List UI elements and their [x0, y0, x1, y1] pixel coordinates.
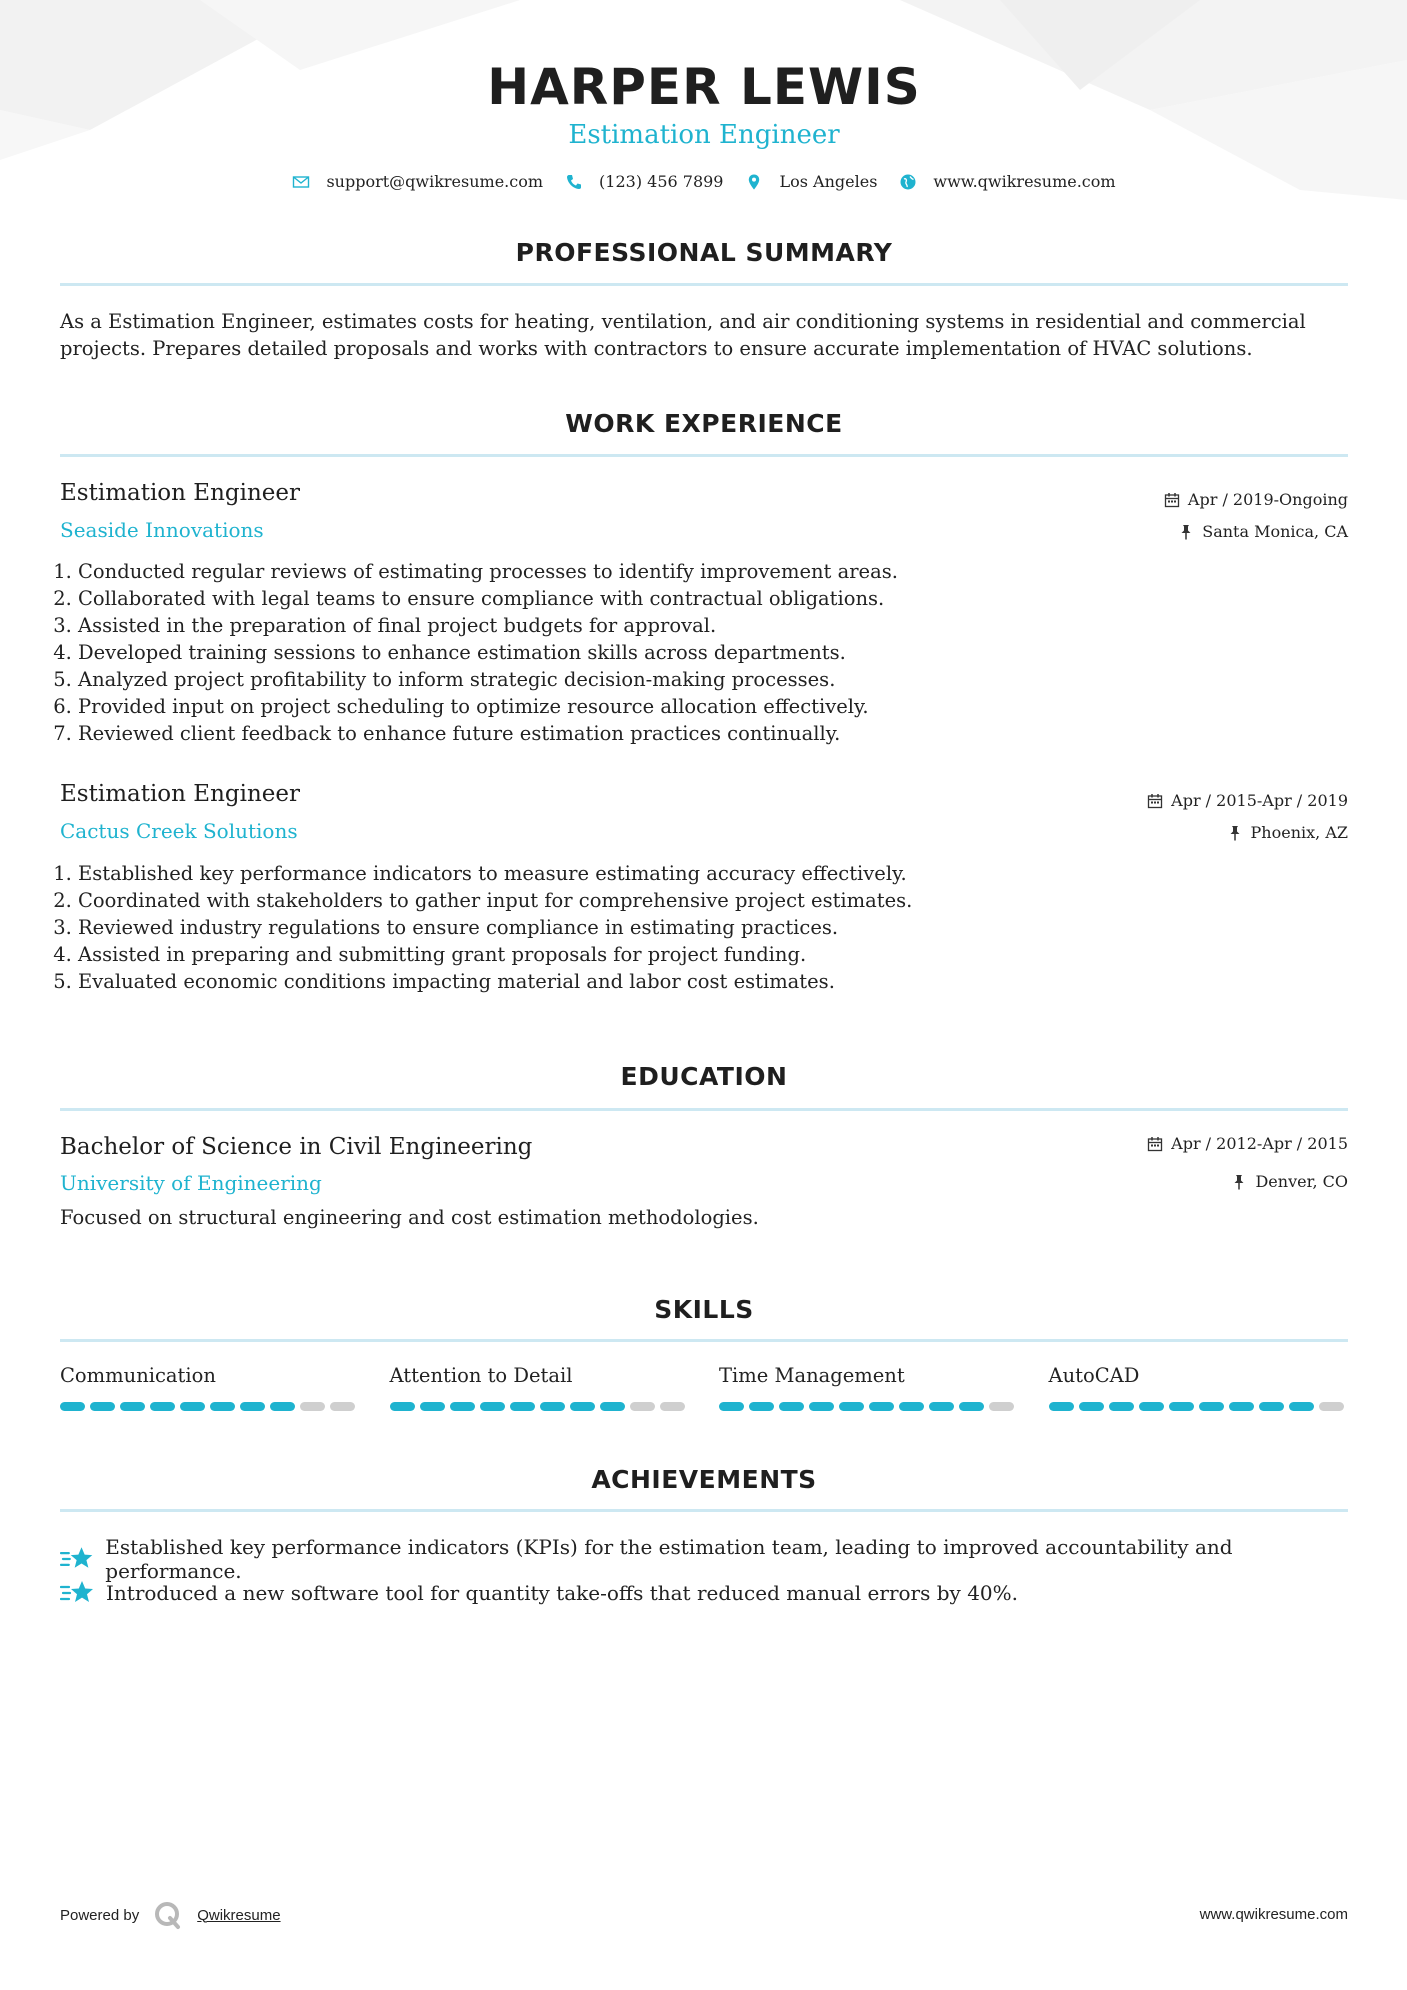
phone-icon: [565, 173, 583, 191]
star-icon: [60, 1544, 93, 1574]
contact-phone[interactable]: [565, 172, 723, 191]
skill-level-segment: [300, 1402, 325, 1411]
job-company: Cactus Creek Solutions: [60, 819, 298, 843]
contact-location: [745, 172, 877, 191]
skill-level-segment: [570, 1402, 595, 1411]
job-location: [1178, 522, 1348, 541]
contact-bar: [60, 172, 1348, 191]
calendar-icon: [1164, 492, 1180, 508]
skill-level-segment: [90, 1402, 115, 1411]
job-bullet: 1. Established key performance indicators to measure estimating accuracy effectively.: [78, 860, 1178, 887]
contact-email-text: support@qwikresume.com: [326, 172, 544, 191]
contact-email[interactable]: [292, 172, 543, 191]
skill-level-segment: [240, 1402, 265, 1411]
skill-level-segment: [1169, 1402, 1194, 1411]
education-divider: [60, 1108, 1348, 1111]
skill-level-segment: [839, 1402, 864, 1411]
summary-divider: [60, 283, 1348, 286]
skill-level-segment: [989, 1402, 1014, 1411]
job-bullet: 3. Reviewed industry regulations to ensure compliance in estimating practices.: [78, 914, 1178, 941]
skill-level-segment: [60, 1402, 85, 1411]
job-bullet: 7. Reviewed client feedback to enhance future estimation practices continually.: [78, 720, 1178, 747]
skill-level-segment: [180, 1402, 205, 1411]
job-bullet: 1. Conducted regular reviews of estimating processes to identify improvement areas.: [78, 558, 1178, 585]
education-location: [1231, 1172, 1348, 1191]
skill-level-segment: [1049, 1402, 1074, 1411]
skill-level-segment: [660, 1402, 685, 1411]
skill-level-segment: [450, 1402, 475, 1411]
skill-level-segment: [1139, 1402, 1164, 1411]
skill-level-segment: [210, 1402, 235, 1411]
job-bullets: [60, 860, 1178, 995]
skill-level-segment: [1289, 1402, 1314, 1411]
skill-level-segment: [1229, 1402, 1254, 1411]
pushpin-icon: [1231, 1174, 1247, 1190]
location-pin-icon: [745, 173, 763, 191]
calendar-icon: [1147, 1136, 1163, 1152]
education-heading: EDUCATION: [620, 1062, 788, 1091]
skill-level-segment: [1109, 1402, 1134, 1411]
contact-phone-text: (123) 456 7899: [599, 172, 724, 191]
skill-level-segment: [1079, 1402, 1104, 1411]
job-bullets: [60, 558, 1178, 747]
achievements-heading: ACHIEVEMENTS: [591, 1465, 817, 1494]
skill-item: [719, 1364, 1019, 1411]
skill-item: [1049, 1364, 1349, 1411]
skill-item: [60, 1364, 360, 1411]
skills-heading: SKILLS: [654, 1295, 754, 1324]
skill-level-bar: [719, 1402, 1019, 1411]
achievements-divider: [60, 1509, 1348, 1512]
achievement-text: Introduced a new software tool for quantity take-offs that reduced manual errors by 40%.: [106, 1581, 1019, 1605]
skill-level-segment: [719, 1402, 744, 1411]
skill-level-segment: [749, 1402, 774, 1411]
job-company: Seaside Innovations: [60, 518, 264, 542]
skill-level-segment: [1259, 1402, 1284, 1411]
envelope-icon: [292, 173, 310, 191]
achievement-item: [60, 1578, 1018, 1608]
skill-level-segment: [779, 1402, 804, 1411]
skill-level-segment: [929, 1402, 954, 1411]
contact-website-text: www.qwikresume.com: [933, 172, 1116, 191]
education-school: University of Engineering: [60, 1171, 322, 1195]
education-location-text: Denver, CO: [1255, 1172, 1348, 1191]
skill-level-segment: [809, 1402, 834, 1411]
skills-list: [60, 1364, 1348, 1411]
achievement-item: [60, 1535, 1348, 1583]
skill-level-segment: [899, 1402, 924, 1411]
powered-by-label: Powered by: [60, 1906, 140, 1924]
brand-link[interactable]: Qwikresume: [197, 1906, 281, 1924]
skill-level-segment: [540, 1402, 565, 1411]
education-degree: Bachelor of Science in Civil Engineering: [60, 1134, 533, 1160]
skill-level-segment: [480, 1402, 505, 1411]
skill-name: AutoCAD: [1048, 1364, 1140, 1387]
job-dates: [1164, 490, 1348, 509]
experience-divider: [60, 454, 1348, 457]
skill-level-segment: [510, 1402, 535, 1411]
skill-level-segment: [150, 1402, 175, 1411]
pushpin-icon: [1178, 524, 1194, 540]
candidate-name: HARPER LEWIS: [487, 58, 921, 116]
job-bullet: 4. Developed training sessions to enhance estimation skills across departments.: [78, 639, 1178, 666]
education-dates-text: Apr / 2012-Apr / 2015: [1171, 1134, 1348, 1153]
skill-name: Communication: [60, 1364, 216, 1387]
summary-heading: PROFESSIONAL SUMMARY: [515, 238, 893, 267]
job-title: Estimation Engineer: [60, 781, 300, 807]
skill-level-segment: [420, 1402, 445, 1411]
achievement-text: Established key performance indicators (KPIs) for the estimation team, leading to improved accountability and performance.: [105, 1535, 1233, 1583]
job-dates-text: Apr / 2015-Apr / 2019: [1171, 791, 1348, 810]
contact-website[interactable]: [899, 172, 1115, 191]
qwikresume-logo-icon: [153, 1900, 183, 1930]
job-location-text: Santa Monica, CA: [1202, 522, 1348, 541]
footer-website[interactable]: www.qwikresume.com: [1199, 1906, 1348, 1923]
skill-level-segment: [120, 1402, 145, 1411]
job-bullet: 5. Analyzed project profitability to inform strategic decision-making processes.: [78, 666, 1178, 693]
skill-level-segment: [1319, 1402, 1344, 1411]
education-description: Focused on structural engineering and cost estimation methodologies.: [60, 1206, 759, 1229]
skill-level-segment: [869, 1402, 894, 1411]
job-bullet: 6. Provided input on project scheduling to optimize resource allocation effectively.: [78, 693, 1178, 720]
skill-level-segment: [270, 1402, 295, 1411]
job-location: [1227, 823, 1348, 842]
skill-level-segment: [390, 1402, 415, 1411]
pushpin-icon: [1227, 825, 1243, 841]
skill-level-segment: [600, 1402, 625, 1411]
job-dates: [1147, 791, 1348, 810]
skill-level-segment: [330, 1402, 355, 1411]
skill-level-bar: [390, 1402, 690, 1411]
skill-level-segment: [959, 1402, 984, 1411]
job-bullet: 2. Coordinated with stakeholders to gather input for comprehensive project estimates.: [78, 887, 1178, 914]
skill-name: Time Management: [719, 1364, 905, 1387]
skill-name: Attention to Detail: [389, 1364, 573, 1387]
job-bullet: 3. Assisted in the preparation of final project budgets for approval.: [78, 612, 1178, 639]
job-title: Estimation Engineer: [60, 480, 300, 506]
calendar-icon: [1147, 793, 1163, 809]
globe-icon: [899, 173, 917, 191]
footer-powered-by: [60, 1900, 281, 1930]
job-bullet: 5. Evaluated economic conditions impacting material and labor cost estimates.: [78, 968, 1178, 995]
skill-item: [390, 1364, 690, 1411]
job-bullet: 4. Assisted in preparing and submitting grant proposals for project funding.: [78, 941, 1178, 968]
job-bullet: 2. Collaborated with legal teams to ensure compliance with contractual obligations.: [78, 585, 1178, 612]
job-location-text: Phoenix, AZ: [1250, 823, 1348, 842]
skills-divider: [60, 1339, 1348, 1342]
skill-level-bar: [60, 1402, 360, 1411]
candidate-role: Estimation Engineer: [568, 120, 840, 150]
skill-level-segment: [1199, 1402, 1224, 1411]
contact-location-text: Los Angeles: [779, 172, 878, 191]
skill-level-segment: [630, 1402, 655, 1411]
star-icon: [60, 1578, 94, 1608]
skill-level-bar: [1049, 1402, 1349, 1411]
job-dates-text: Apr / 2019-Ongoing: [1187, 490, 1348, 509]
summary-text: As a Estimation Engineer, estimates costs for heating, ventilation, and air conditioning systems in residential and commercial projects. Prepares detailed proposals and works with contractors to ensure accurate implementation of HVAC solutions.: [60, 310, 1306, 360]
experience-heading: WORK EXPERIENCE: [565, 409, 843, 438]
education-dates: [1147, 1134, 1348, 1153]
